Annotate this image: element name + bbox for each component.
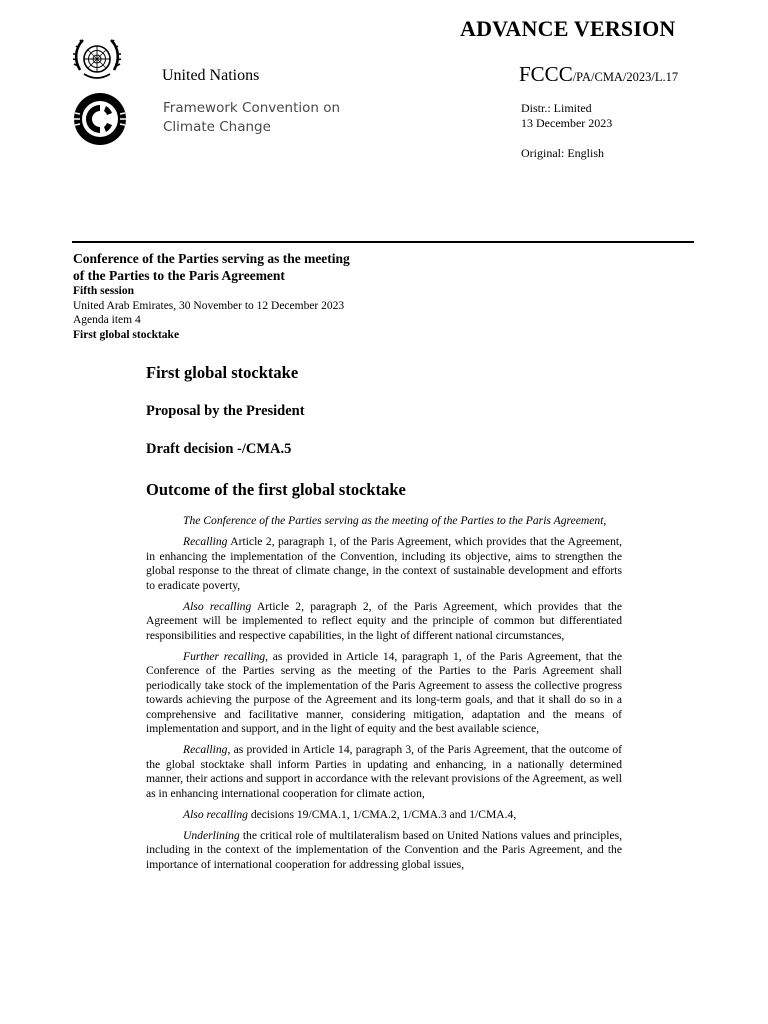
paragraph-lead: Further recalling	[183, 649, 266, 663]
paragraph-lead: The Conference of the Parties serving as the meeting of the Parties to the Paris Agreement	[183, 514, 604, 527]
conference-meta	[73, 284, 344, 342]
unfccc-logo-icon	[72, 92, 128, 146]
preamble-paragraph	[146, 514, 622, 529]
paragraph-text: , as provided in Article 14, paragraph 3, of the Paris Agreement, that the outcome of the global stocktake shall inform Parties in updating and enhancing, in a nationally determined manner, their actions and support in accordance with the relevant provisions of the Agreement, as well as in enhancing international cooperation for climate action,	[146, 743, 622, 800]
preamble-paragraph	[146, 829, 622, 873]
preamble-paragraph	[146, 808, 622, 823]
conference-title-line1: Conference of the Parties serving as the meeting	[73, 251, 350, 266]
paragraph-lead: Recalling	[183, 535, 228, 548]
document-title: First global stocktake	[146, 363, 299, 382]
document-date: 13 December 2023	[521, 116, 613, 130]
paragraph-text: ,	[603, 514, 607, 527]
session-location: United Arab Emirates, 30 November to 12 December 2023	[73, 299, 345, 312]
paragraph-lead: Underlining	[183, 828, 240, 842]
conference-title-line2: of the Parties to the Paris Agreement	[73, 268, 285, 283]
agenda-title: First global stocktake	[73, 328, 180, 341]
original-language: Original: English	[521, 146, 604, 160]
unfccc-wordmark	[163, 99, 340, 137]
document-symbol-sub: /PA/CMA/2023/L.17	[572, 70, 679, 84]
conference-title	[73, 250, 413, 284]
proposal-heading: Proposal by the President	[146, 403, 305, 419]
agenda-item: Agenda item 4	[73, 314, 141, 326]
paragraph-text: decisions 19/CMA.1, 1/CMA.2, 1/CMA.3 and 1/CMA.4,	[247, 807, 517, 821]
paragraph-text: , as provided in Article 14, paragraph 1, of the Paris Agreement, that the Conference of the Parties serving as the meeting of the Parties to the Paris Agreement shall periodically take stock of the implementation of the Paris Agreement to assess the collective progress towards achieving the purpose of the Agreement and its long-term goals, and that it shall do so in a comprehensive and facilitative manner, considering mitigation, adaptation and the means of implementation and support, and in the light of equity and the best available science,	[146, 649, 622, 735]
unfccc-wordmark-line1: Framework Convention on	[163, 100, 341, 116]
paragraph-text: Article 2, paragraph 1, of the Paris Agreement, which provides that the Agreement, in enhancing the implementation of the Convention, including its objective, aims to strengthen the global response to the threat of climate change, in the context of sustainable development and efforts to eradicate poverty,	[146, 535, 622, 592]
preamble-body	[146, 514, 622, 879]
paragraph-lead: Recalling	[183, 743, 228, 756]
outcome-heading: Outcome of the first global stocktake	[146, 480, 406, 499]
un-emblem-icon	[70, 34, 124, 88]
org-name: United Nations	[162, 67, 260, 84]
preamble-paragraph	[146, 600, 622, 644]
paragraph-lead: Also recalling	[183, 599, 252, 613]
paragraph-text: the critical role of multilateralism based on United Nations values and principles, including in the context of the implementation of the Convention and the Paris Agreement, and the importance of international cooperation for addressing global issues,	[146, 828, 622, 871]
distribution-block	[521, 101, 612, 131]
paragraph-lead: Also recalling	[183, 807, 248, 821]
paragraph-text: Article 2, paragraph 2, of the Paris Agreement, which provides that the Agreement will be implemented to reflect equity and the principle of common but differentiated responsibilities and respective capabilities, in the light of different national circumstances,	[146, 599, 622, 642]
document-symbol-main: FCCC	[519, 62, 573, 86]
unfccc-wordmark-line2: Climate Change	[163, 119, 271, 135]
preamble-paragraph	[146, 535, 622, 593]
draft-decision-heading: Draft decision -/CMA.5	[146, 441, 292, 457]
session-label: Fifth session	[73, 285, 135, 297]
document-symbol	[519, 62, 678, 87]
advance-version-label: ADVANCE VERSION	[460, 16, 676, 41]
distribution-status: Distr.: Limited	[521, 101, 592, 115]
preamble-paragraph	[146, 743, 622, 801]
header-divider	[72, 241, 694, 243]
preamble-paragraph	[146, 650, 622, 737]
